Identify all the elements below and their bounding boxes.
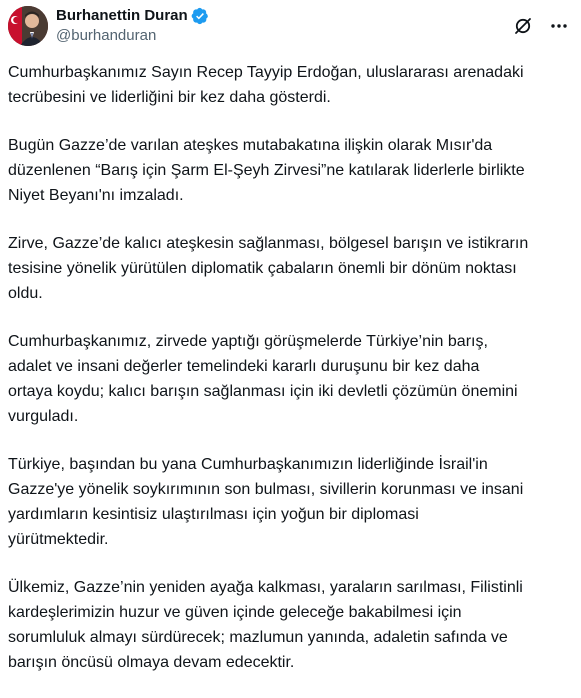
tweet-paragraph: Türkiye, başından bu yana Cumhurbaşkanımızın liderliğinde İsrail'in Gazze'ye yönelik soykırımının son bulması, sivillerin korunması ve insani yardımların kesintisiz ulaştırılması için yoğun bir diplomasi yürütmektedir.	[8, 456, 524, 548]
tweet-paragraph: Zirve, Gazze’de kalıcı ateşkesin sağlanması, bölgesel barışın ve istikrarın tesisine yönelik yürütülen diplomatik çabaların önemli bir dönüm noktası oldu.	[8, 235, 529, 302]
verified-badge-icon	[191, 7, 209, 25]
author-names	[56, 6, 209, 46]
tweet-paragraph: Ülkemiz, Gazze’nin yeniden ayağa kalkması, yaraların sarılması, Filistinli kardeşlerimizin huzur ve güven içinde geleceğe bakabilmesi için sorumluluk almayı sürdürecek; mazlumun yanında, adaletin safında ve barışın öncüsü olmaya devam edecektir.	[8, 579, 523, 671]
grok-icon[interactable]	[513, 16, 533, 36]
author-handle[interactable]: @burhanduran	[56, 27, 157, 44]
header-actions	[513, 16, 569, 36]
tweet-paragraph: Cumhurbaşkanımız, zirvede yaptığı görüşmelerde Türkiye’nin barış, adalet ve insani değerler temelindeki kararlı duruşunu bir kez daha ortaya koydu; kalıcı barışın sağlanması için iki devletli çözümün önemini vurguladı.	[8, 333, 518, 425]
more-options-icon[interactable]	[549, 16, 569, 36]
name-row	[56, 6, 209, 26]
avatar[interactable]	[8, 6, 48, 46]
tweet-text	[8, 60, 573, 698]
tweet-paragraph: Cumhurbaşkanımız Sayın Recep Tayyip Erdoğan, uluslararası arenadaki tecrübesini ve liderliğini bir kez daha gösterdi.	[8, 64, 524, 106]
author-display-name[interactable]: Burhanettin Duran	[56, 7, 188, 24]
avatar-image	[8, 6, 48, 46]
tweet-paragraph: Bugün Gazze’de varılan ateşkes mutabakatına ilişkin olarak Mısır'da düzenlenen “Barış için Şarm El-Şeyh Zirvesi”ne katılarak liderlerle birlikte Niyet Beyanı'nı imzaladı.	[8, 137, 525, 204]
tweet-header	[8, 4, 569, 48]
